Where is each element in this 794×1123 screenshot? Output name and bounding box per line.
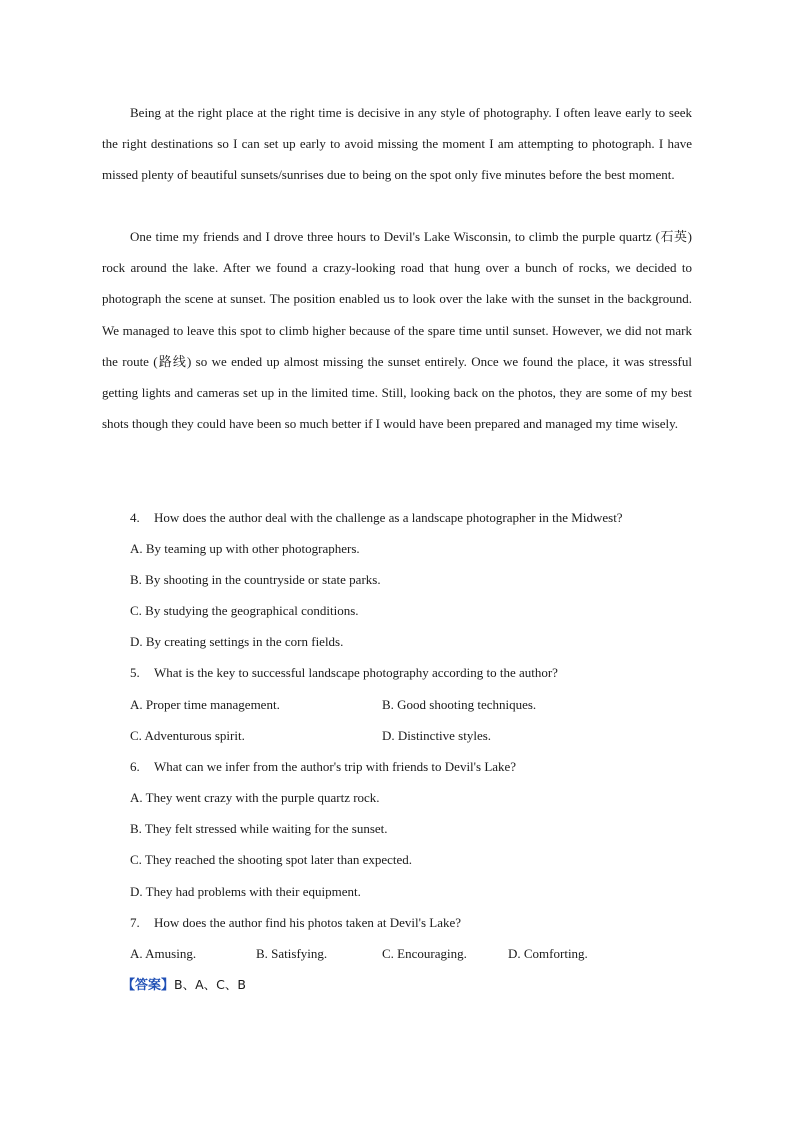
passage-paragraph-1: Being at the right place at the right time is decisive in any style of photography. I often leave early to seek the right destinations so I can set up early to avoid missing the moment I am attempting to photograph. I have missed plenty of beautiful sunsets/sunrises due to being on the spot only five minutes before the best moment. (102, 105, 692, 183)
question-4-option-b: B. By shooting in the countryside or state parks. (130, 572, 381, 587)
question-7-option-d: D. Comforting. (508, 946, 588, 961)
question-5-option-c: C. Adventurous spirit. (130, 728, 245, 743)
question-5-option-a: A. Proper time management. (130, 697, 280, 712)
question-5: 5. What is the key to successful landscape photography according to the author? (130, 665, 558, 680)
question-7-option-c: C. Encouraging. (382, 946, 467, 961)
question-4-option-a: A. By teaming up with other photographers. (130, 541, 360, 556)
question-4-option-c: C. By studying the geographical conditions. (130, 603, 359, 618)
question-5-option-b: B. Good shooting techniques. (382, 697, 537, 712)
answer-line (122, 977, 246, 994)
question-7-option-b: B. Satisfying. (256, 946, 328, 961)
answer-tag: 【答案】 (122, 978, 175, 993)
question-6: 6. What can we infer from the author's trip with friends to Devil's Lake? (130, 759, 517, 774)
question-6-option-d: D. They had problems with their equipment. (130, 884, 361, 899)
question-6-option-c: C. They reached the shooting spot later than expected. (130, 852, 413, 867)
answer-value: B、A、C、B (174, 977, 246, 992)
question-7: 7. How does the author find his photos taken at Devil's Lake? (130, 915, 462, 930)
question-5-option-d: D. Distinctive styles. (382, 728, 492, 743)
question-4-option-d: D. By creating settings in the corn fields. (130, 634, 344, 649)
question-6-option-a: A. They went crazy with the purple quartz rock. (130, 790, 380, 805)
question-6-option-b: B. They felt stressed while waiting for the sunset. (130, 821, 388, 836)
question-7-option-a: A. Amusing. (130, 946, 197, 961)
passage-paragraph-2: One time my friends and I drove three hours to Devil's Lake Wisconsin, to climb the purple quartz (石英) rock around the lake. After we found a crazy-looking road that hung over a bunch of rocks, we decided to photograph the scene at sunset. The position enabled us to look over the lake with the sunset in the background. We managed to leave this spot to climb higher because of the spare time until sunset. However, we did not mark the route (路线) so we ended up almost missing the sunset entirely. Once we found the place, it was stressful getting lights and cameras set up in the limited time. Still, looking back on the photos, they are some of my best shots though they could have been so much better if I would have been prepared and managed my time wisely. (102, 229, 692, 432)
question-4: 4. How does the author deal with the challenge as a landscape photographer in the Midwest? (130, 510, 623, 525)
